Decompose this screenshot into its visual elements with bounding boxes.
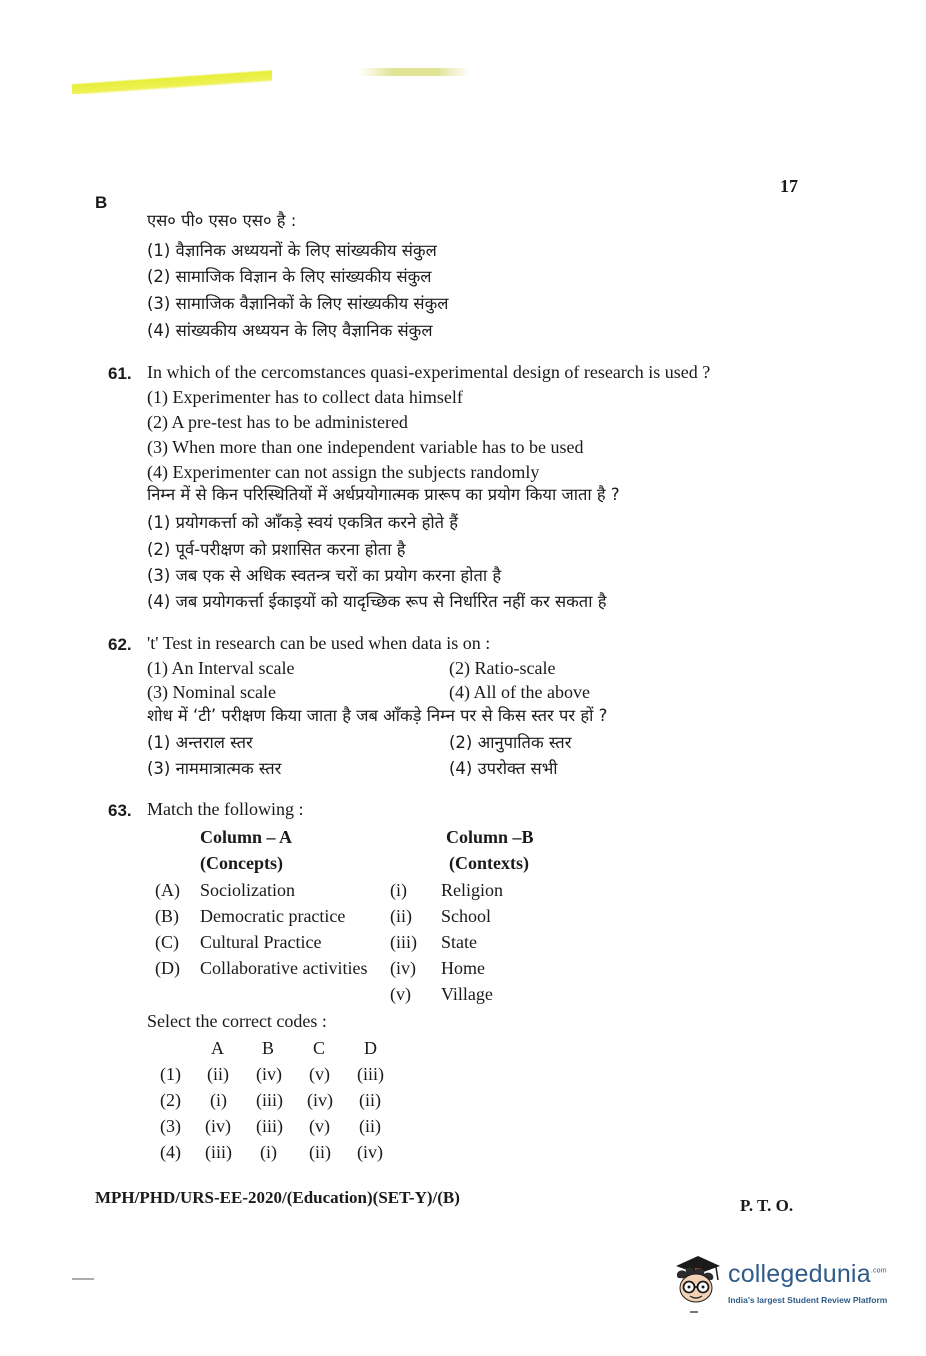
column-a-item: Cultural Practice xyxy=(200,932,322,952)
q60-hindi-option-4: (4) सांख्यकीय अध्ययन के लिए वैज्ञानिक संकुल xyxy=(147,321,433,340)
q61-hindi-option-4: (4) जब प्रयोगकर्त्ता ईकाइयों को यादृच्छिक रूप से निर्धारित नहीं कर सकता है xyxy=(147,592,607,611)
column-b-key: (iv) xyxy=(390,958,416,978)
code-cell: (v) xyxy=(309,1116,330,1136)
q61-option-1: (1) Experimenter has to collect data himself xyxy=(147,387,463,407)
set-letter: B xyxy=(95,193,108,212)
column-b-item: State xyxy=(441,932,477,952)
column-b-title: Column –B xyxy=(446,827,534,847)
code-cell: (i) xyxy=(260,1142,277,1162)
highlighter-mark xyxy=(360,68,470,76)
code-cell: (iv) xyxy=(307,1090,333,1110)
code-cell: (v) xyxy=(309,1064,330,1084)
column-b-item: Village xyxy=(441,984,493,1004)
q60-hindi-option-1: (1) वैज्ञानिक अध्ययनों के लिए सांख्यकीय संकुल xyxy=(147,241,437,260)
q61-option-3: (3) When more than one independent variable has to be used xyxy=(147,437,584,457)
q61-hindi-stem: निम्न में से किन परिस्थितियों में अर्धप्रयोगात्मक प्रारूप का प्रयोग किया जाता है ? xyxy=(147,485,620,504)
q61-number: 61. xyxy=(108,364,132,383)
brand-tagline: India's largest Student Review Platform xyxy=(728,1295,888,1305)
column-a-key: (A) xyxy=(155,880,180,900)
q62-option-3: (3) Nominal scale xyxy=(147,682,276,702)
code-cell: (iii) xyxy=(205,1142,232,1162)
page-number: 17 xyxy=(780,176,798,196)
q62-stem: 't' Test in research can be used when data is on : xyxy=(147,633,491,653)
code-cell: (ii) xyxy=(359,1090,381,1110)
q62-hindi-option-4: (4) उपरोक्त सभी xyxy=(449,759,558,778)
q60-hindi-option-2: (2) सामाजिक विज्ञान के लिए सांख्यकीय संकुल xyxy=(147,267,432,286)
column-b-key: (i) xyxy=(390,880,407,900)
code-cell: (iii) xyxy=(256,1090,283,1110)
code-cell: (ii) xyxy=(309,1142,331,1162)
q63-number: 63. xyxy=(108,801,132,820)
code-header: D xyxy=(364,1038,377,1058)
code-cell: (iv) xyxy=(256,1064,282,1084)
collegedunia-watermark xyxy=(668,1250,898,1320)
column-b-subtitle: (Contexts) xyxy=(449,853,529,873)
q61-option-4: (4) Experimenter can not assign the subjects randomly xyxy=(147,462,540,482)
q60-hindi-option-3: (3) सामाजिक वैज्ञानिकों के लिए सांख्यकीय संकुल xyxy=(147,294,449,313)
code-option-number: (2) xyxy=(160,1090,181,1110)
code-header: A xyxy=(211,1038,224,1058)
q60-hindi-stem: एस० पी० एस० एस० है : xyxy=(147,211,297,230)
q62-hindi-option-2: (2) आनुपातिक स्तर xyxy=(449,733,572,752)
q62-option-1: (1) An Interval scale xyxy=(147,658,295,678)
code-option-number: (1) xyxy=(160,1064,181,1084)
code-header: C xyxy=(313,1038,326,1058)
q61-stem: In which of the cercomstances quasi-experimental design of research is used ? xyxy=(147,362,711,382)
q61-option-2: (2) A pre-test has to be administered xyxy=(147,412,408,432)
select-codes-label: Select the correct codes : xyxy=(147,1011,327,1031)
exam-code-footer: MPH/PHD/URS-EE-2020/(Education)(SET-Y)/(B) xyxy=(95,1188,460,1207)
column-a-item: Sociolization xyxy=(200,880,295,900)
q61-hindi-option-2: (2) पूर्व-परीक्षण को प्रशासित करना होता है xyxy=(147,540,406,559)
column-b-item: School xyxy=(441,906,492,926)
column-a-title: Column – A xyxy=(200,827,293,847)
pto-label: P. T. O. xyxy=(740,1196,794,1215)
column-a-key: (D) xyxy=(155,958,180,978)
q62-hindi-option-1: (1) अन्तराल स्तर xyxy=(147,733,253,752)
q61-hindi-option-1: (1) प्रयोगकर्त्ता को आँकड़े स्वयं एकत्रित करने होते हैं xyxy=(147,513,459,532)
column-b-key: (ii) xyxy=(390,906,412,926)
code-cell: (ii) xyxy=(207,1064,229,1084)
code-cell: (iv) xyxy=(205,1116,231,1136)
code-cell: (iii) xyxy=(256,1116,283,1136)
code-header: B xyxy=(262,1038,275,1058)
column-a-key: (C) xyxy=(155,932,179,952)
mascot-icon xyxy=(668,1250,726,1320)
code-option-number: (3) xyxy=(160,1116,181,1136)
column-a-key: (B) xyxy=(155,906,179,926)
column-b-item: Home xyxy=(441,958,485,978)
column-b-item: Religion xyxy=(441,880,503,900)
column-b-key: (iii) xyxy=(390,932,417,952)
q62-hindi-option-3: (3) नाममात्रात्मक स्तर xyxy=(147,759,282,778)
brand-suffix: .com xyxy=(870,1267,887,1275)
column-b-key: (v) xyxy=(390,984,411,1004)
column-a-subtitle: (Concepts) xyxy=(200,853,283,873)
scan-mark xyxy=(72,1278,94,1280)
code-cell: (ii) xyxy=(359,1116,381,1136)
q62-hindi-stem: शोध में ‘टी’ परीक्षण किया जाता है जब आँकड़े निम्न पर से किस स्तर पर हों ? xyxy=(147,706,608,725)
q62-option-2: (2) Ratio-scale xyxy=(449,658,556,678)
column-a-item: Collaborative activities xyxy=(200,958,368,978)
column-a-item: Democratic practice xyxy=(200,906,346,926)
highlighter-mark xyxy=(72,70,272,94)
q62-number: 62. xyxy=(108,635,132,654)
q63-stem: Match the following : xyxy=(147,799,304,819)
q62-option-4: (4) All of the above xyxy=(449,682,590,702)
q61-hindi-option-3: (3) जब एक से अधिक स्वतन्त्र चरों का प्रयोग करना होता है xyxy=(147,566,502,585)
code-cell: (iv) xyxy=(357,1142,383,1162)
code-option-number: (4) xyxy=(160,1142,181,1162)
code-cell: (iii) xyxy=(357,1064,384,1084)
code-cell: (i) xyxy=(210,1090,227,1110)
brand-name: collegedunia$^{.com}$ xyxy=(728,1260,887,1288)
